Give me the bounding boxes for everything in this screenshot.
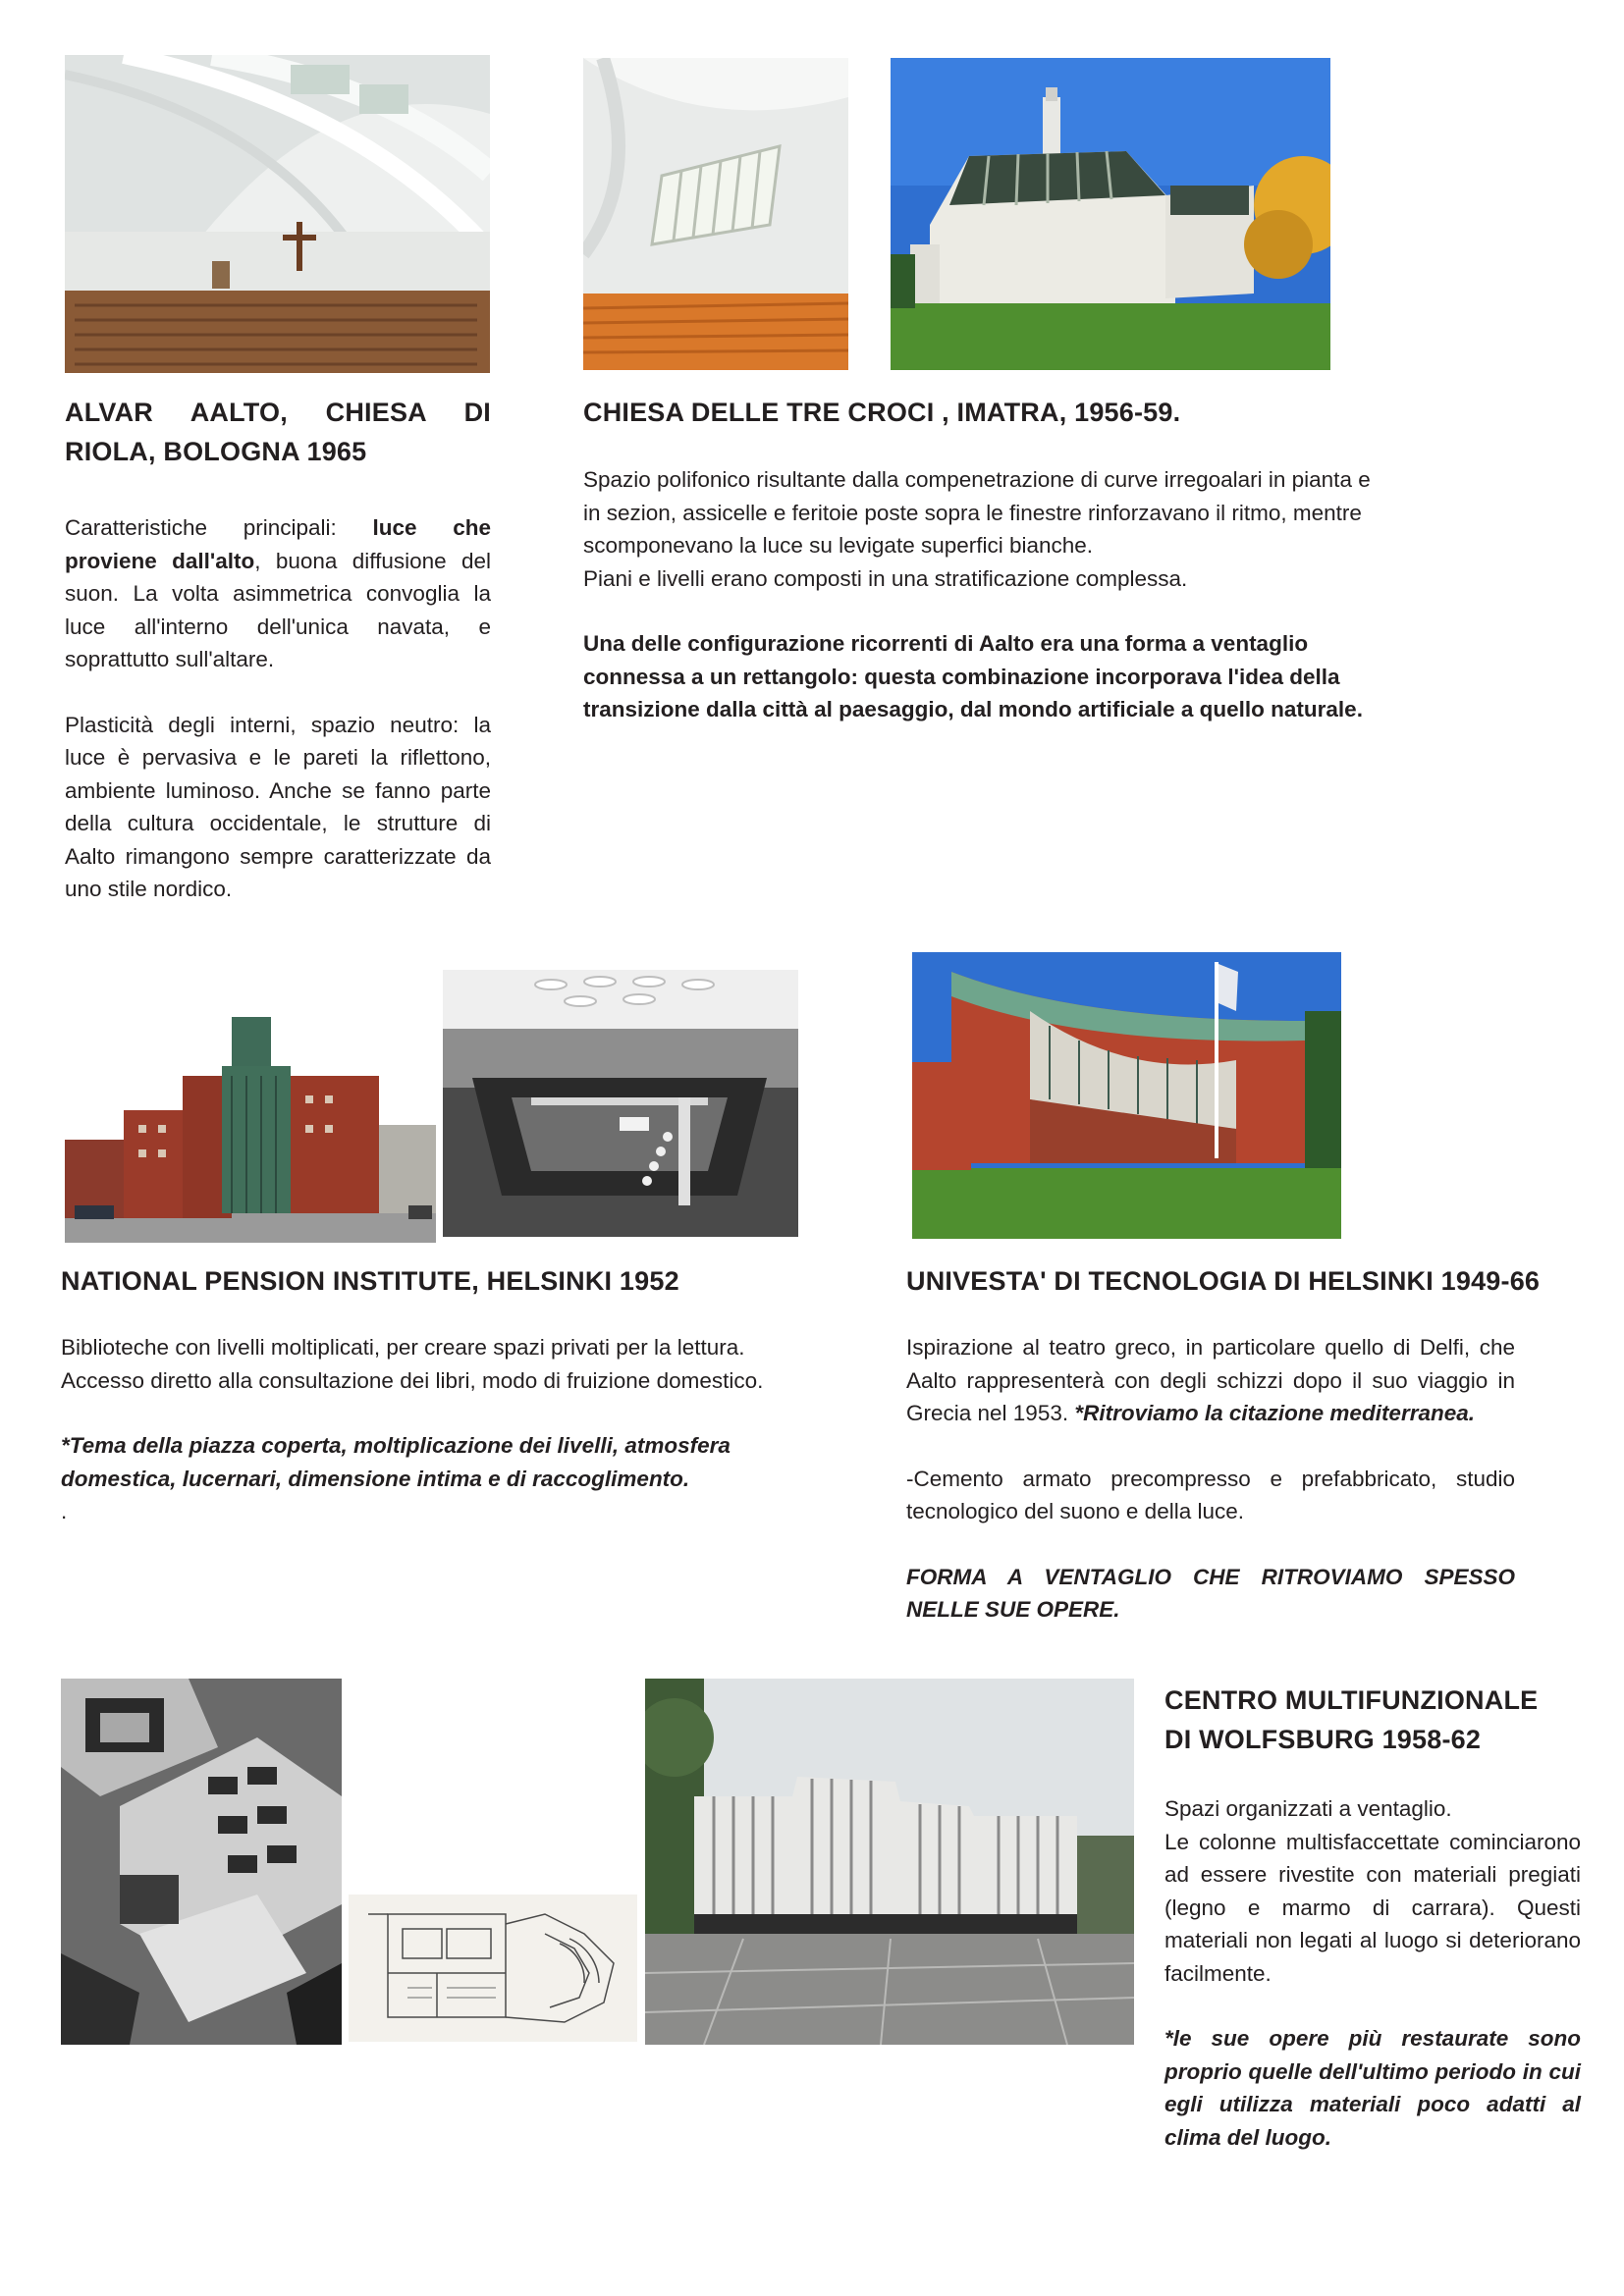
riola-title: ALVAR AALTO, CHIESA DI RIOLA, BOLOGNA 1965 [65, 398, 491, 466]
pension-text [61, 1331, 817, 1528]
tre-croci-paragraph-3: Una delle configurazione ricorrenti di Aalto era una forma a ventaglio connessa a un rettangolo: questa combinazione incorporava l'idea della transizione dalla città al paesaggio, dal mondo artificiale a quello naturale. [583, 631, 1363, 721]
tre-croci-interior-photo [583, 58, 848, 370]
riola-interior-photo [65, 55, 490, 373]
wolfsburg-plan-drawing [349, 1895, 637, 2042]
riola-paragraph-1: Caratteristiche principali: luce che proviene dall'alto, buona diffusione del suon. La volta asimmetrica convoglia la luce all'interno dell'unica navata, e soprattutto sull'altare. [65, 515, 491, 671]
university-title: UNIVESTA' DI TECNOLOGIA DI HELSINKI 1949-66 [906, 1266, 1541, 1296]
wolfsburg-paragraph-2: Le colonne multisfaccettate cominciarono ad essere rivestite con materiali pregiati (legno e marmo di carrara). Questi materiali non legati al luogo si deteriorano facilmente. [1164, 1829, 1581, 1986]
riola-paragraph-2: Plasticità degli interni, spazio neutro: la luce è pervasiva e le pareti la riflettono, ambiente luminoso. Anche se fanno parte della cultura occidentale, le strutture di Aalto rimangono sempre caratterizzate da uno stile nordico. [65, 712, 491, 901]
pension-paragraph-1: Biblioteche con livelli moltiplicati, per creare spazi privati per la lettura. Accesso diretto alla consultazione dei libri, modo di fruizione domestico. [61, 1335, 764, 1393]
wolfsburg-title-line-2: DI WOLFSBURG 1958-62 [1164, 1725, 1482, 1754]
tre-croci-paragraph-1: Spazio polifonico risultante dalla compenetrazione di curve irregoalari in pianta e in sezion, assicelle e feritoie poste sopra le finestre rinforzavano il ritmo, mentre scomponevano la luce su levigate superfici bianche. [583, 467, 1371, 558]
wolfsburg-paragraph-3: *le sue opere più restaurate sono proprio quelle dell'ultimo periodo in cui egli utilizza materiali poco adatti al clima del luogo. [1164, 2026, 1581, 2150]
university-paragraph-1: Ispirazione al teatro greco, in particolare quello di Delfi, che Aalto rappresenterà con degli schizzi dopo il suo viaggio in Grecia nel 1953. *Ritroviamo la citazione mediterranea. [906, 1335, 1515, 1425]
wolfsburg-title [1164, 1681, 1557, 1759]
tre-croci-text [583, 463, 1379, 726]
university-paragraph-3: FORMA A VENTAGLIO CHE RITROVIAMO SPESSO NELLE SUE OPERE. [906, 1564, 1515, 1622]
riola-text [65, 511, 491, 906]
pension-paragraph-3: . [61, 1499, 68, 1523]
tre-croci-exterior-photo [891, 58, 1330, 370]
tre-croci-title: CHIESA DELLE TRE CROCI , IMATRA, 1956-59. [583, 398, 1181, 427]
wolfsburg-aerial-photo [61, 1679, 342, 2045]
pension-title: NATIONAL PENSION INSTITUTE, HELSINKI 1952 [61, 1266, 679, 1296]
pension-exterior-photo [65, 978, 436, 1243]
wolfsburg-title-line-1: CENTRO MULTIFUNZIONALE [1164, 1685, 1539, 1715]
wolfsburg-text [1164, 1792, 1581, 2154]
wolfsburg-paragraph-1: Spazi organizzati a ventaglio. [1164, 1796, 1452, 1821]
tre-croci-paragraph-2: Piani e livelli erano composti in una stratificazione complessa. [583, 565, 1188, 591]
university-paragraph-2: -Cemento armato precompresso e prefabbricato, studio tecnologico del suono e della luce. [906, 1466, 1515, 1523]
pension-library-photo [443, 970, 798, 1237]
university-text [906, 1331, 1515, 1627]
wolfsburg-exterior-photo [645, 1679, 1134, 2045]
helsinki-university-photo [912, 952, 1341, 1239]
pension-paragraph-2: *Tema della piazza coperta, moltiplicazione dei livelli, atmosfera domestica, lucernari, dimensione intima e di raccoglimento. [61, 1433, 731, 1491]
